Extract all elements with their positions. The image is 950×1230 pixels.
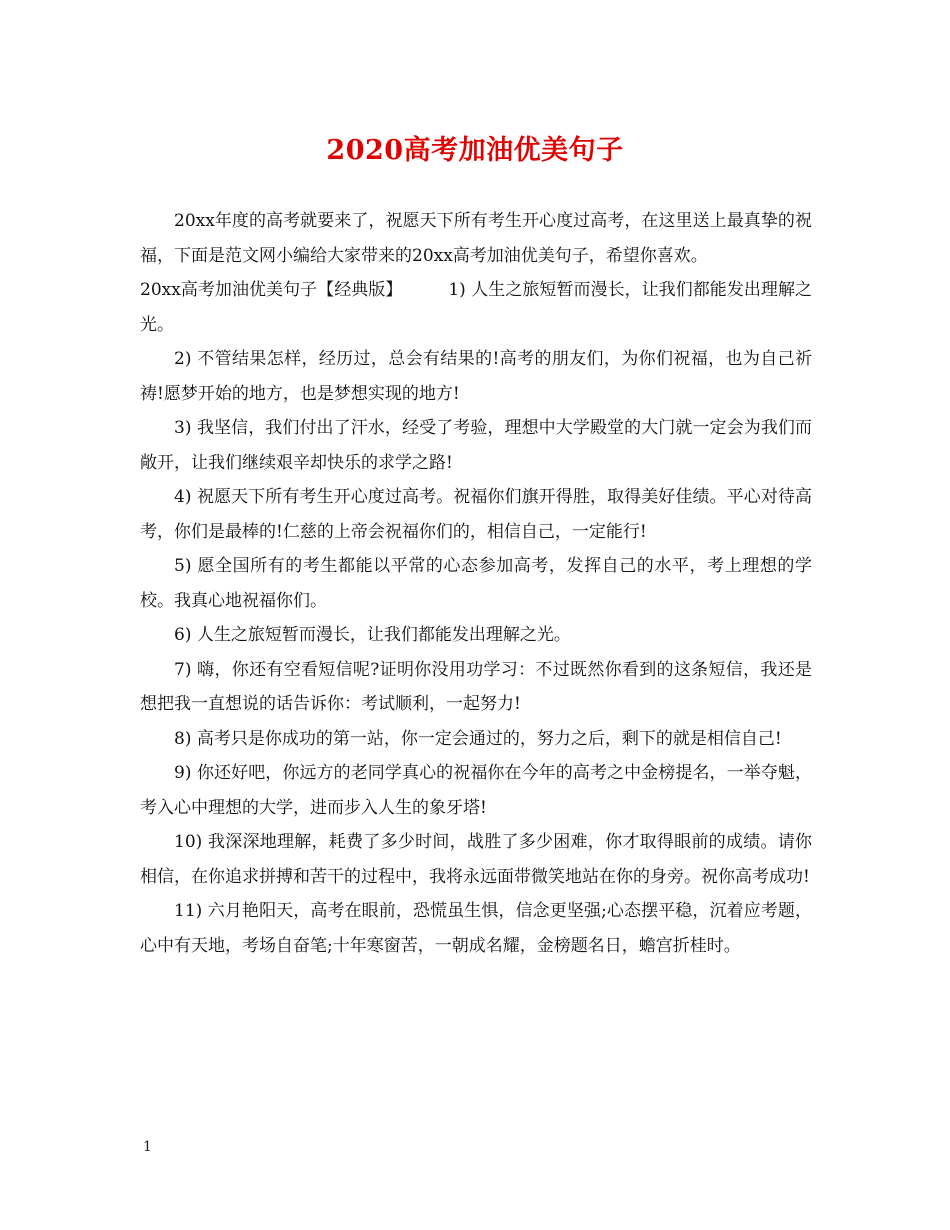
list-item: 10) 我深深地理解，耗费了多少时间，战胜了多少困难，你才取得眼前的成绩。请你相信，在你追求拼搏和苦干的过程中，我将永远面带微笑地站在你的身旁。祝你高考成功! — [140, 832, 812, 887]
list-item: 11) 六月艳阳天，高考在眼前，恐慌虽生惧，信念更坚强;心态摆平稳，沉着应考题，心中有天地，考场自奋笔;十年寒窗苦，一朝成名耀，金榜题名日，蟾宫折桂时。 — [140, 901, 812, 956]
section-paragraph — [140, 273, 812, 342]
intro-paragraph: 20xx年度的高考就要来了，祝愿天下所有考生开心度过高考，在这里送上最真挚的祝福，下面是范文网小编给大家带来的20xx高考加油优美句子，希望你喜欢。 — [140, 211, 812, 266]
list-item: 7) 嗨，你还有空看短信呢?证明你没用功学习：不过既然你看到的这条短信，我还是想把我一直想说的话告诉你：考试顺利，一起努力! — [140, 659, 812, 714]
list-item: 8) 高考只是你成功的第一站，你一定会通过的，努力之后，剩下的就是相信自己! — [174, 728, 782, 749]
list-item: 5) 愿全国所有的考生都能以平常的心态参加高考，发挥自己的水平，考上理想的学校。我真心地祝福你们。 — [140, 556, 812, 611]
list-item: 1) 人生之旅短暂而漫长，让我们都能发出理解之光。 — [140, 280, 812, 335]
document-title: 2020高考加油优美句子 — [326, 135, 624, 166]
list-item: 4) 祝愿天下所有考生开心度过高考。祝福你们旗开得胜，取得美好佳绩。平心对待高考，你们是最棒的!仁慈的上帝会祝福你们的，相信自己，一定能行! — [140, 487, 812, 542]
list-item: 6) 人生之旅短暂而漫长，让我们都能发出理解之光。 — [174, 625, 571, 645]
list-item: 2) 不管结果怎样，经历过，总会有结果的!高考的朋友们，为你们祝福，也为自己祈祷!愿梦开始的地方，也是梦想实现的地方! — [140, 349, 812, 404]
document-body — [140, 204, 812, 963]
list-item: 9) 你还好吧，你远方的老同学真心的祝福你在今年的高考之中金榜提名，一举夺魁，考入心中理想的大学，进而步入人生的象牙塔! — [140, 763, 812, 818]
list-item: 3) 我坚信，我们付出了汗水，经受了考验，理想中大学殿堂的大门就一定会为我们而敞开，让我们继续艰辛却快乐的求学之路! — [140, 418, 812, 473]
section-heading: 20xx高考加油优美句子【经典版】 — [140, 280, 403, 300]
page-number: 1 — [143, 1139, 152, 1155]
